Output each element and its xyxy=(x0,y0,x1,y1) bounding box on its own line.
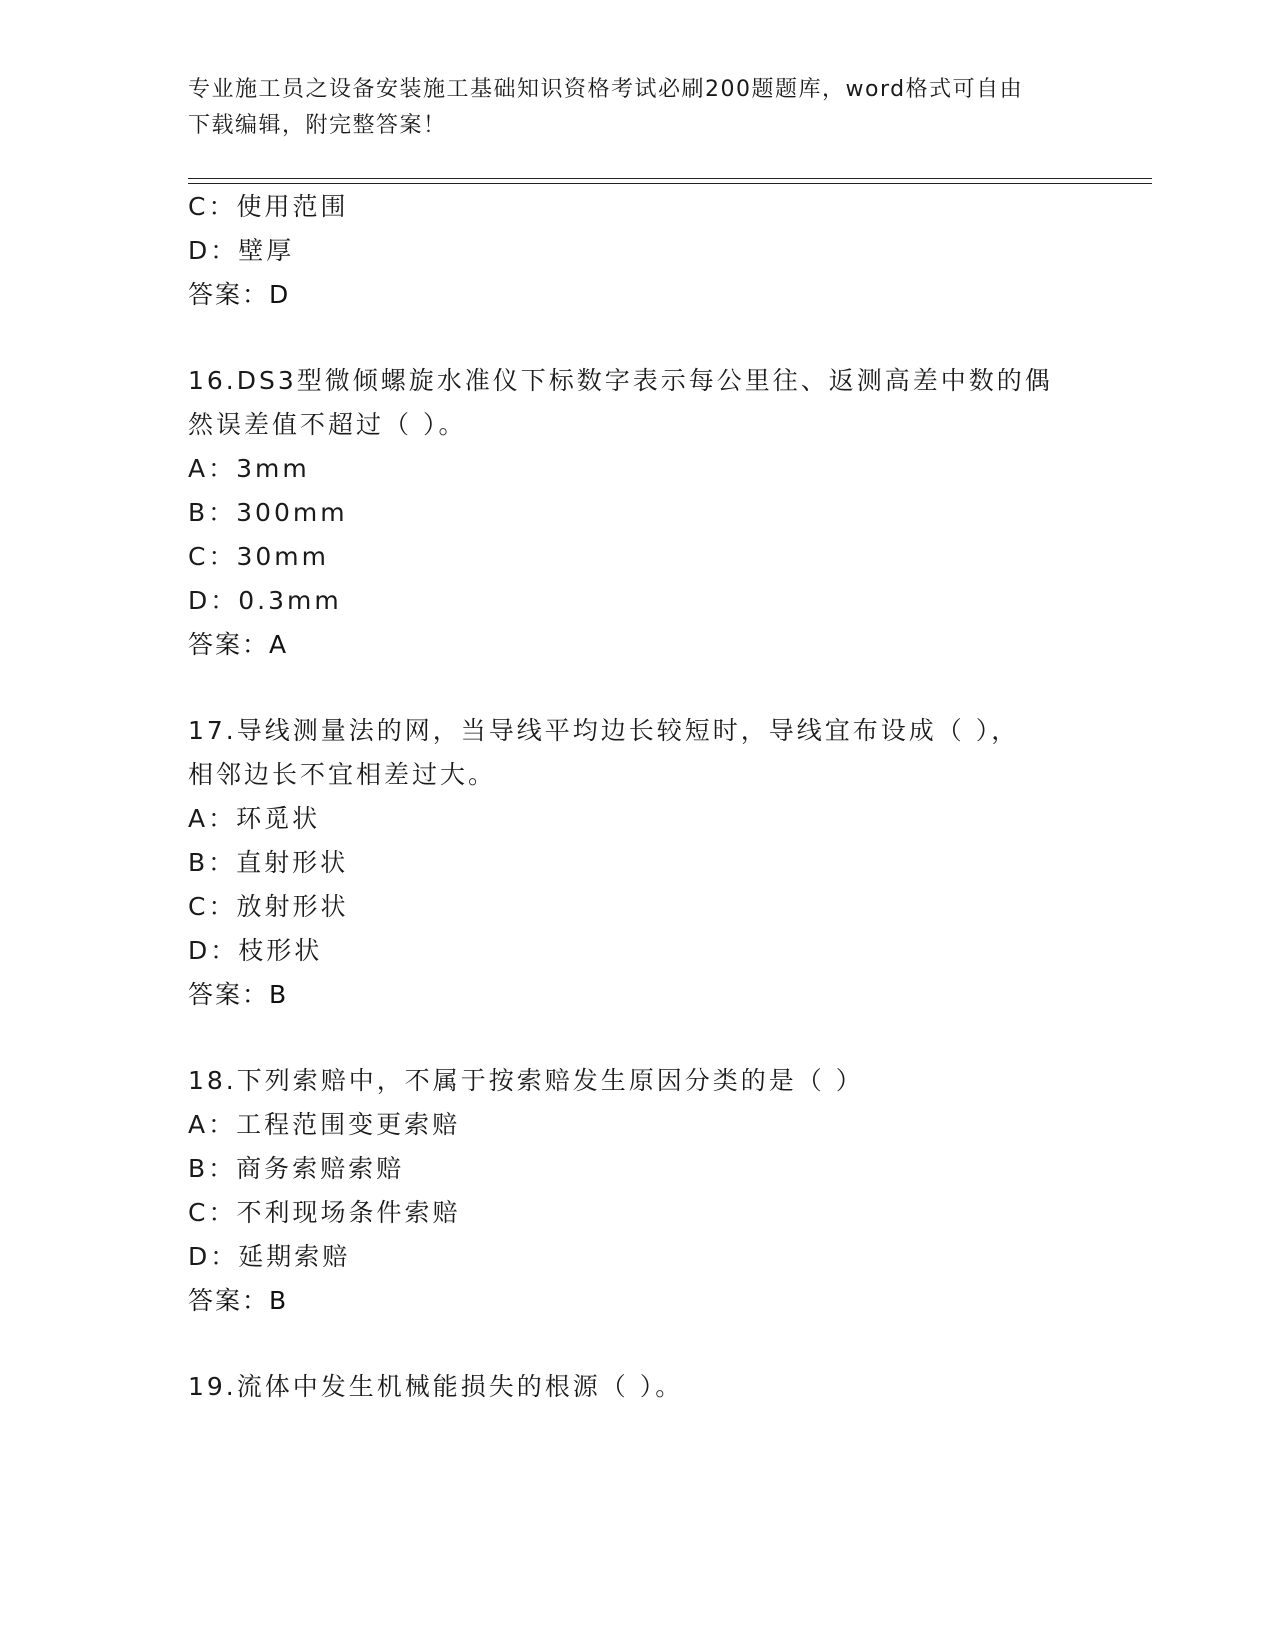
question-17-option-a: A：环觅状 xyxy=(188,804,321,833)
question-18-option-d: D：延期索赔 xyxy=(188,1242,351,1271)
prev-option-d: D：壁厚 xyxy=(188,236,295,265)
question-17-answer: 答案：B xyxy=(188,980,289,1009)
question-18-option-a: A：工程范围变更索赔 xyxy=(188,1110,461,1139)
question-16-option-c: C：30mm xyxy=(188,542,329,571)
document-header xyxy=(188,72,1068,144)
question-17-stem-line-1: 17.导线测量法的网，当导线平均边长较短时，导线宜布设成（ ）， xyxy=(188,716,1020,745)
question-17-option-b: B：直射形状 xyxy=(188,848,349,877)
header-divider-top xyxy=(188,178,1152,179)
question-16-stem-line-1: 16.DS3型微倾螺旋水准仪下标数字表示每公里往、返测高差中数的偶 xyxy=(188,366,1053,395)
header-line-2: 下载编辑，附完整答案！ xyxy=(188,113,447,138)
question-19-stem: 19.流体中发生机械能损失的根源（ ）。 xyxy=(188,1372,684,1401)
question-18-option-c: C：不利现场条件索赔 xyxy=(188,1198,461,1227)
header-line-1: 专业施工员之设备安装施工基础知识资格考试必刷200题题库，word格式可自由 xyxy=(188,77,1024,102)
prev-option-c: C：使用范围 xyxy=(188,192,349,221)
question-18-answer: 答案：B xyxy=(188,1286,289,1315)
question-16-option-d: D：0.3mm xyxy=(188,586,342,615)
prev-answer: 答案：D xyxy=(188,280,291,309)
question-16-answer: 答案：A xyxy=(188,630,289,659)
question-16-option-b: B：300mm xyxy=(188,498,348,527)
question-16-stem-line-2: 然误差值不超过（ ）。 xyxy=(188,410,467,439)
question-17-stem-line-2: 相邻边长不宜相差过大。 xyxy=(188,760,497,789)
question-18-stem: 18.下列索赔中，不属于按索赔发生原因分类的是（ ） xyxy=(188,1066,864,1095)
question-17-option-c: C：放射形状 xyxy=(188,892,349,921)
header-divider-bottom xyxy=(188,183,1152,184)
question-18-option-b: B：商务索赔索赔 xyxy=(188,1154,405,1183)
question-16-option-a: A：3mm xyxy=(188,454,310,483)
question-17-option-d: D：枝形状 xyxy=(188,936,323,965)
